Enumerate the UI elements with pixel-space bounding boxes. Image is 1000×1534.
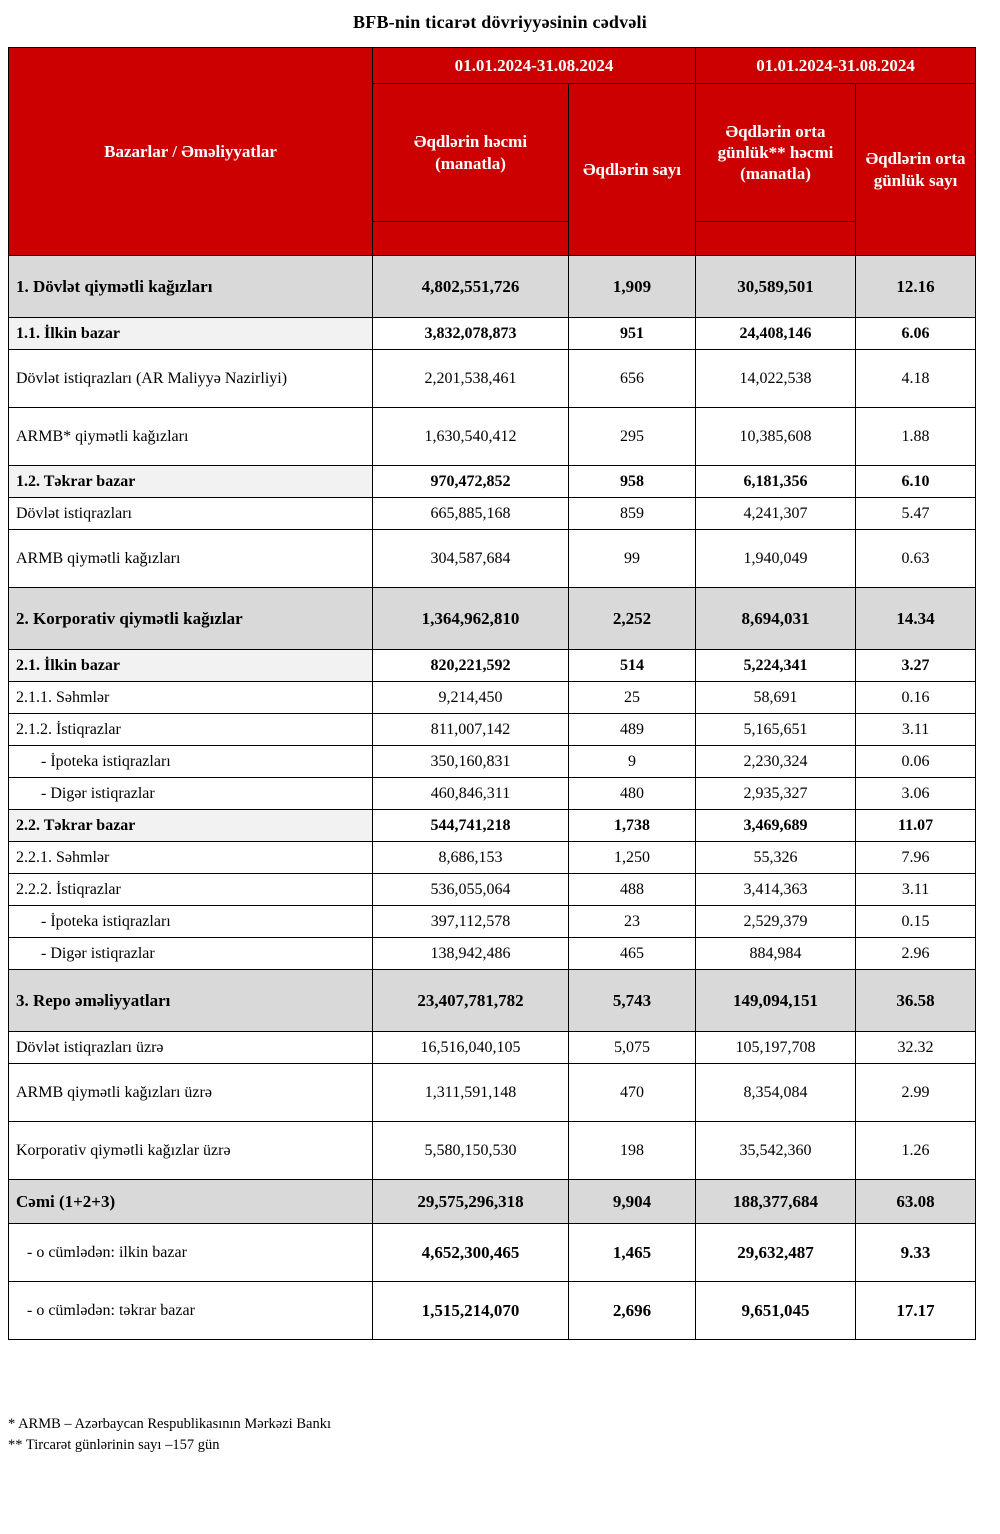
row-count: 656 <box>569 350 696 408</box>
row-label: Dövlət istiqrazları üzrə <box>9 1032 373 1064</box>
row-count: 859 <box>569 498 696 530</box>
row-volume: 544,741,218 <box>373 810 569 842</box>
row-daily-count: 0.15 <box>856 906 976 938</box>
row-count: 295 <box>569 408 696 466</box>
row-daily-count: 36.58 <box>856 970 976 1032</box>
row-label: Dövlət istiqrazları <box>9 498 373 530</box>
table-row <box>9 1224 976 1282</box>
row-daily-volume: 6,181,356 <box>696 466 856 498</box>
row-volume: 2,201,538,461 <box>373 350 569 408</box>
row-daily-count: 0.16 <box>856 682 976 714</box>
row-volume: 304,587,684 <box>373 530 569 588</box>
row-daily-volume: 188,377,684 <box>696 1180 856 1224</box>
row-count: 514 <box>569 650 696 682</box>
row-count: 1,250 <box>569 842 696 874</box>
table-row <box>9 650 976 682</box>
row-label: Korporativ qiymətli kağızlar üzrə <box>9 1122 373 1180</box>
row-daily-count: 2.99 <box>856 1064 976 1122</box>
header-daily-volume: Əqdlərin orta günlük** həcmi (manatla) <box>696 84 856 222</box>
row-volume: 23,407,781,782 <box>373 970 569 1032</box>
table-row <box>9 778 976 810</box>
row-volume: 460,846,311 <box>373 778 569 810</box>
row-label: ARMB qiymətli kağızları <box>9 530 373 588</box>
row-volume: 1,364,962,810 <box>373 588 569 650</box>
table-row <box>9 1122 976 1180</box>
row-daily-volume: 29,632,487 <box>696 1224 856 1282</box>
row-daily-volume: 24,408,146 <box>696 318 856 350</box>
row-daily-count: 4.18 <box>856 350 976 408</box>
table-row <box>9 350 976 408</box>
row-daily-volume: 8,354,084 <box>696 1064 856 1122</box>
row-daily-count: 32.32 <box>856 1032 976 1064</box>
row-daily-volume: 3,469,689 <box>696 810 856 842</box>
row-label: 2.1. İlkin bazar <box>9 650 373 682</box>
row-volume: 536,055,064 <box>373 874 569 906</box>
row-label: 3. Repo əməliyyatları <box>9 970 373 1032</box>
table-row <box>9 530 976 588</box>
row-volume: 4,652,300,465 <box>373 1224 569 1282</box>
row-daily-count: 11.07 <box>856 810 976 842</box>
row-count: 470 <box>569 1064 696 1122</box>
table-row <box>9 498 976 530</box>
table-row <box>9 906 976 938</box>
row-label: Cəmi (1+2+3) <box>9 1180 373 1224</box>
row-count: 25 <box>569 682 696 714</box>
row-daily-volume: 5,165,651 <box>696 714 856 746</box>
table-row <box>9 1180 976 1224</box>
table-body <box>9 256 976 1340</box>
footnote-trading-days: ** Tircarət günlərinin sayı –157 gün <box>8 1437 220 1454</box>
page-title: BFB-nin ticarət dövriyyəsinin cədvəli <box>353 12 647 32</box>
row-daily-volume: 105,197,708 <box>696 1032 856 1064</box>
table-row <box>9 466 976 498</box>
table-row <box>9 1064 976 1122</box>
row-daily-count: 5.47 <box>856 498 976 530</box>
table-row <box>9 318 976 350</box>
header-markets-operations: Bazarlar / Əməliyyatlar <box>9 48 373 256</box>
row-daily-count: 3.11 <box>856 714 976 746</box>
table-row <box>9 714 976 746</box>
row-volume: 1,630,540,412 <box>373 408 569 466</box>
row-daily-count: 3.11 <box>856 874 976 906</box>
table-row <box>9 842 976 874</box>
row-daily-count: 12.16 <box>856 256 976 318</box>
footnote-armb: * ARMB – Azərbaycan Respublikasının Mərkəzi Bankı <box>8 1416 331 1432</box>
row-daily-volume: 58,691 <box>696 682 856 714</box>
row-daily-count: 3.27 <box>856 650 976 682</box>
row-label: ARMB qiymətli kağızları üzrə <box>9 1064 373 1122</box>
row-volume: 8,686,153 <box>373 842 569 874</box>
row-volume: 29,575,296,318 <box>373 1180 569 1224</box>
table-row <box>9 810 976 842</box>
row-daily-volume: 149,094,151 <box>696 970 856 1032</box>
row-daily-count: 0.63 <box>856 530 976 588</box>
row-daily-volume: 3,414,363 <box>696 874 856 906</box>
table-row <box>9 1282 976 1340</box>
row-count: 488 <box>569 874 696 906</box>
row-daily-volume: 4,241,307 <box>696 498 856 530</box>
row-count: 958 <box>569 466 696 498</box>
row-count: 2,252 <box>569 588 696 650</box>
row-count: 2,696 <box>569 1282 696 1340</box>
row-label: ARMB* qiymətli kağızları <box>9 408 373 466</box>
row-daily-volume: 55,326 <box>696 842 856 874</box>
row-label: - o cümlədən: təkrar bazar <box>9 1282 373 1340</box>
table-row <box>9 874 976 906</box>
table-row <box>9 970 976 1032</box>
row-label: 2.2.2. İstiqrazlar <box>9 874 373 906</box>
row-volume: 138,942,486 <box>373 938 569 970</box>
row-daily-volume: 884,984 <box>696 938 856 970</box>
row-label: 2.2. Təkrar bazar <box>9 810 373 842</box>
row-daily-count: 6.06 <box>856 318 976 350</box>
row-label: - o cümlədən: ilkin bazar <box>9 1224 373 1282</box>
row-label: 1. Dövlət qiymətli kağızları <box>9 256 373 318</box>
row-label: 2.2.1. Səhmlər <box>9 842 373 874</box>
footnotes <box>8 1414 992 1456</box>
row-daily-count: 1.26 <box>856 1122 976 1180</box>
header-filler-cell <box>373 222 569 256</box>
row-label: - Digər istiqrazlar <box>9 938 373 970</box>
row-label: 1.2. Təkrar bazar <box>9 466 373 498</box>
row-count: 465 <box>569 938 696 970</box>
row-count: 1,465 <box>569 1224 696 1282</box>
row-count: 9,904 <box>569 1180 696 1224</box>
header-period-right: 01.01.2024-31.08.2024 <box>696 48 976 84</box>
row-label: - İpoteka istiqrazları <box>9 906 373 938</box>
header-period-left: 01.01.2024-31.08.2024 <box>373 48 696 84</box>
header-volume: Əqdlərin həcmi (manatla) <box>373 84 569 222</box>
row-label: 1.1. İlkin bazar <box>9 318 373 350</box>
row-daily-volume: 14,022,538 <box>696 350 856 408</box>
table-header <box>9 48 976 256</box>
row-daily-volume: 10,385,608 <box>696 408 856 466</box>
row-count: 9 <box>569 746 696 778</box>
row-volume: 820,221,592 <box>373 650 569 682</box>
row-volume: 3,832,078,873 <box>373 318 569 350</box>
row-count: 198 <box>569 1122 696 1180</box>
row-count: 951 <box>569 318 696 350</box>
row-count: 489 <box>569 714 696 746</box>
header-count: Əqdlərin sayı <box>569 84 696 256</box>
row-daily-count: 17.17 <box>856 1282 976 1340</box>
row-daily-count: 63.08 <box>856 1180 976 1224</box>
row-count: 5,075 <box>569 1032 696 1064</box>
row-volume: 397,112,578 <box>373 906 569 938</box>
row-label: 2. Korporativ qiymətli kağızlar <box>9 588 373 650</box>
row-volume: 811,007,142 <box>373 714 569 746</box>
row-daily-volume: 8,694,031 <box>696 588 856 650</box>
table-row <box>9 1032 976 1064</box>
turnover-table <box>8 47 976 1340</box>
row-volume: 4,802,551,726 <box>373 256 569 318</box>
row-daily-volume: 30,589,501 <box>696 256 856 318</box>
row-volume: 9,214,450 <box>373 682 569 714</box>
row-daily-count: 3.06 <box>856 778 976 810</box>
row-daily-volume: 2,230,324 <box>696 746 856 778</box>
row-daily-count: 0.06 <box>856 746 976 778</box>
row-label: - İpoteka istiqrazları <box>9 746 373 778</box>
row-daily-volume: 5,224,341 <box>696 650 856 682</box>
row-volume: 1,311,591,148 <box>373 1064 569 1122</box>
row-volume: 970,472,852 <box>373 466 569 498</box>
row-volume: 665,885,168 <box>373 498 569 530</box>
row-volume: 16,516,040,105 <box>373 1032 569 1064</box>
row-count: 5,743 <box>569 970 696 1032</box>
row-daily-count: 9.33 <box>856 1224 976 1282</box>
row-count: 1,909 <box>569 256 696 318</box>
row-daily-volume: 1,940,049 <box>696 530 856 588</box>
row-volume: 5,580,150,530 <box>373 1122 569 1180</box>
row-count: 1,738 <box>569 810 696 842</box>
table-row <box>9 408 976 466</box>
row-daily-volume: 2,935,327 <box>696 778 856 810</box>
header-filler-cell <box>696 222 856 256</box>
table-row <box>9 746 976 778</box>
row-daily-volume: 35,542,360 <box>696 1122 856 1180</box>
row-label: - Digər istiqrazlar <box>9 778 373 810</box>
row-count: 99 <box>569 530 696 588</box>
header-period-row <box>9 48 976 84</box>
header-daily-count: Əqdlərin orta günlük sayı <box>856 84 976 256</box>
row-daily-volume: 9,651,045 <box>696 1282 856 1340</box>
row-volume: 350,160,831 <box>373 746 569 778</box>
row-label: 2.1.2. İstiqrazlar <box>9 714 373 746</box>
table-row <box>9 256 976 318</box>
row-count: 23 <box>569 906 696 938</box>
table-row <box>9 588 976 650</box>
table-row <box>9 938 976 970</box>
table-row <box>9 682 976 714</box>
row-count: 480 <box>569 778 696 810</box>
row-daily-count: 6.10 <box>856 466 976 498</box>
row-daily-count: 14.34 <box>856 588 976 650</box>
row-daily-volume: 2,529,379 <box>696 906 856 938</box>
row-label: Dövlət istiqrazları (AR Maliyyə Nazirliyi) <box>9 350 373 408</box>
row-daily-count: 1.88 <box>856 408 976 466</box>
row-label: 2.1.1. Səhmlər <box>9 682 373 714</box>
row-daily-count: 7.96 <box>856 842 976 874</box>
row-volume: 1,515,214,070 <box>373 1282 569 1340</box>
row-daily-count: 2.96 <box>856 938 976 970</box>
